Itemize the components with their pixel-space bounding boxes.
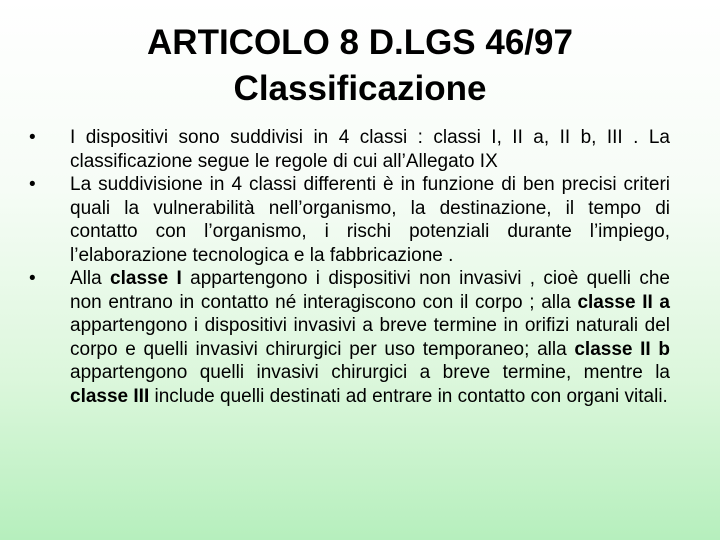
bullet-icon: • [29, 268, 36, 289]
bullet-text: I dispositivi sono suddivisi in 4 classi : classi I, II a, II b, III . La classificazione segue le regole di cui all’Allegato IX [70, 127, 670, 172]
bullet-icon: • [29, 174, 36, 195]
text-segment: Alla [70, 268, 111, 289]
bullet-text: La suddivisione in 4 classi differenti è in funzione di ben precisi criteri quali la vulnerabilità nell’organismo, la destinazione, il tempo di contatto con l’organismo, i rischi potenziali durante l’impiego, l’elaborazione tecnologica e la fabbricazione . [70, 174, 670, 266]
bullet-item [0, 126, 720, 173]
bullet-item [0, 173, 720, 267]
class-i-label: classe I [110, 268, 182, 289]
bullet-icon: • [29, 127, 36, 148]
bullet-text [70, 268, 670, 407]
class-iia-label: classe II a [577, 291, 670, 313]
class-iii-label: classe III [70, 385, 150, 407]
text-segment: appartengono i dispositivi invasivi a breve termine in orifizi naturali del corpo e quelli invasivi chirurgici per uso temporaneo; alla [70, 315, 670, 360]
class-iib-label: classe II b [574, 338, 670, 360]
bullet-item [0, 267, 720, 408]
bullet-list [0, 126, 720, 408]
text-segment: appartengono i dispositivi non invasivi , cioè quelli che non entrano in contatto né interagiscono con il corpo ; alla [70, 268, 670, 313]
title-line-1: ARTICOLO 8 D.LGS 46/97 [147, 23, 573, 62]
text-segment: include quelli destinati ad entrare in contatto con organi vitali. [149, 385, 668, 407]
text-segment: appartengono quelli invasivi chirurgici a breve termine, mentre la [70, 362, 670, 383]
title-line-2: Classificazione [233, 69, 487, 108]
slide-title [40, 20, 680, 112]
